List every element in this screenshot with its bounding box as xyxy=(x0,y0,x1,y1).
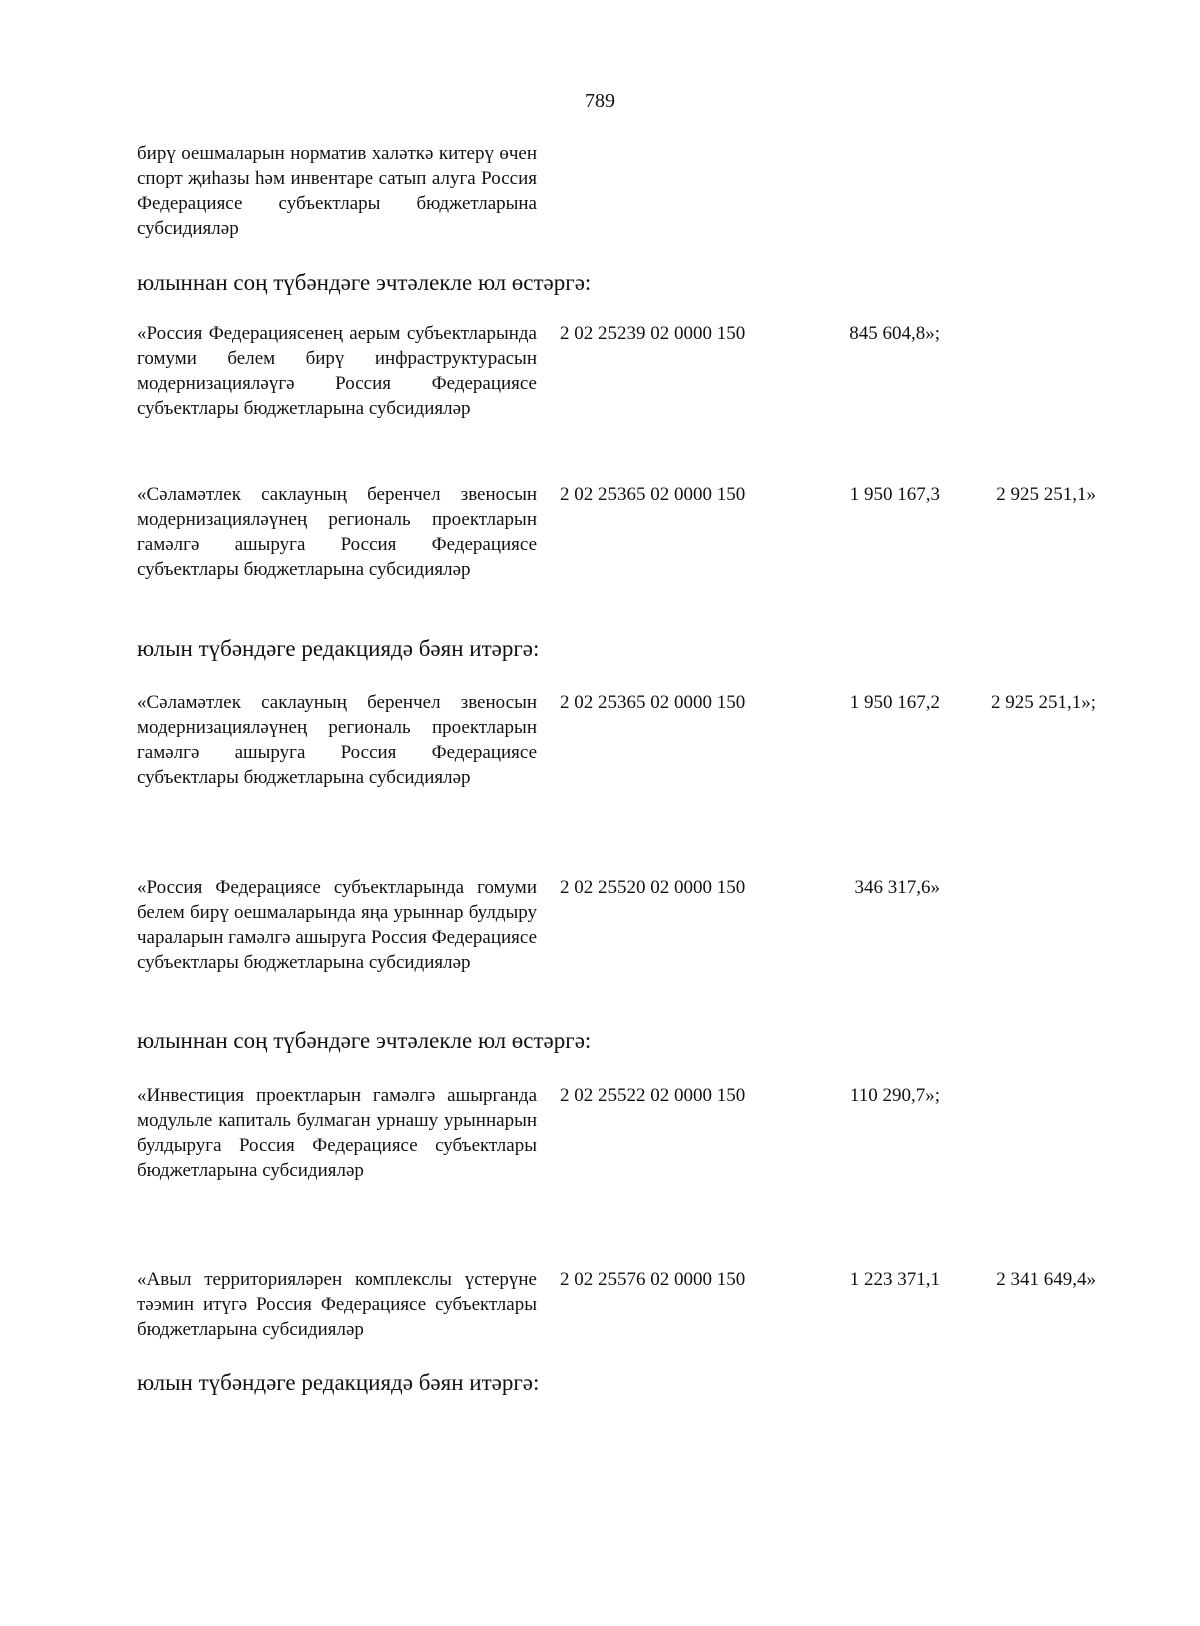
row-description: «Сәламәтлек саклауның беренчел звеносын модернизацияләүнең региональ проектларын гамәлгә ашыруга Россия Федерациясе субъектлары бюджетларына субсидияләр xyxy=(137,484,537,580)
row-code: 2 02 25520 02 0000 150 xyxy=(560,877,746,898)
row-value-2: 2 925 251,1» xyxy=(996,484,1096,505)
row-value-1: 1 950 167,2 xyxy=(849,692,940,713)
instruction-line: юлыннан соң түбәндәге эчтәлекле юл өстәргә: xyxy=(137,270,592,295)
row-description: «Сәламәтлек саклауның беренчел звеносын модернизацияләүнең региональ проектларын гамәлгә ашыруга Россия Федерациясе субъектлары бюджетларына субсидияләр xyxy=(137,692,537,788)
row-code: 2 02 25365 02 0000 150 xyxy=(560,692,746,713)
row-code: 2 02 25576 02 0000 150 xyxy=(560,1269,746,1290)
page-number: 789 xyxy=(585,90,615,112)
instruction-line: юлын түбәндәге редакциядә бәян итәргә: xyxy=(137,1370,540,1395)
row-value-1: 346 317,6» xyxy=(854,877,940,898)
row-description: «Инвестиция проектларын гамәлгә ашырганда модульле капиталь булмаган урнашу урыннарын булдыруга Россия Федерациясе субъектлары бюджетларына субсидияләр xyxy=(137,1085,537,1181)
row-value-2: 2 925 251,1»; xyxy=(990,692,1096,713)
row-description: «Россия Федерациясе субъектларында гомуми белем бирү оешмаларында яңа урыннар булдыру чараларын гамәлгә ашыруга Россия Федерациясе субъектлары бюджетларына субсидияләр xyxy=(137,877,537,973)
row-description: «Россия Федерациясенең аерым субъектларында гомуми белем бирү инфраструктурасын модернизацияләүгә Россия Федерациясе субъектлары бюджетларына субсидияләр xyxy=(137,323,537,419)
row-value-1: 1 950 167,3 xyxy=(849,484,940,505)
top-fragment: бирү оешмаларын норматив халәткә китерү өчен спорт җиһазы һәм инвентаре сатып алуга Россия Федерациясе субъектлары бюджетларына субсидияләр xyxy=(137,143,537,239)
row-value-1: 1 223 371,1 xyxy=(849,1269,940,1290)
row-description: «Авыл территорияләрен комплекслы үстерүне тәэмин итүгә Россия Федерациясе субъектлары бюджетларына субсидияләр xyxy=(137,1269,537,1340)
row-code: 2 02 25365 02 0000 150 xyxy=(560,484,746,505)
row-code: 2 02 25239 02 0000 150 xyxy=(560,323,746,344)
instruction-line: юлыннан соң түбәндәге эчтәлекле юл өстәргә: xyxy=(137,1028,592,1053)
row-value-2: 2 341 649,4» xyxy=(996,1269,1096,1290)
row-code: 2 02 25522 02 0000 150 xyxy=(560,1085,746,1106)
row-value-1: 845 604,8»; xyxy=(849,323,940,344)
row-value-1: 110 290,7»; xyxy=(849,1085,940,1106)
instruction-line: юлын түбәндәге редакциядә бәян итәргә: xyxy=(137,636,540,661)
